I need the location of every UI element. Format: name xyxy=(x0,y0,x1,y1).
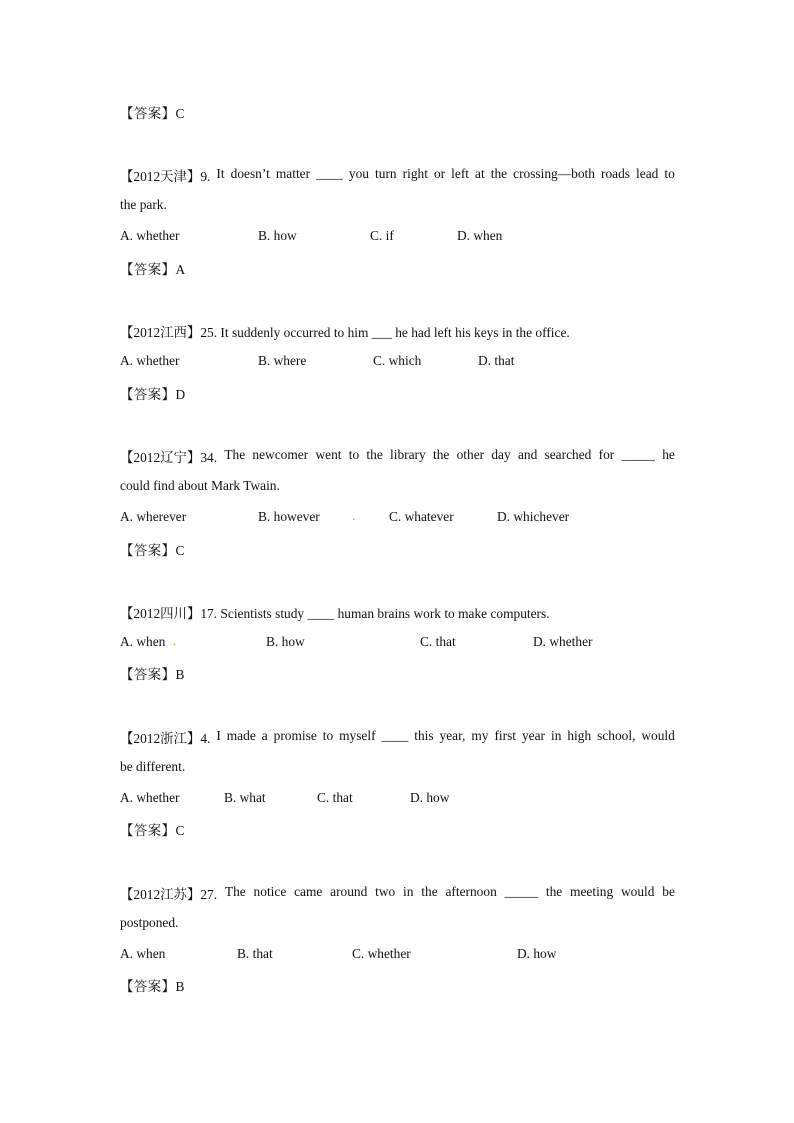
question-word: year xyxy=(521,728,546,743)
question-stem-line xyxy=(120,884,675,903)
question-stem-continuation: postponed. xyxy=(120,915,179,930)
question-stem-continuation: the park. xyxy=(120,197,167,212)
question-word: 【2012浙江】4. xyxy=(120,731,211,746)
question-word: 【2012辽宁】34. xyxy=(120,450,218,465)
question-word: to xyxy=(664,166,675,181)
question-word: I xyxy=(216,728,221,743)
question-word: The xyxy=(224,447,246,462)
question-word: lead xyxy=(636,166,659,181)
option-d: D. that xyxy=(478,353,515,368)
question-word: around xyxy=(330,884,368,899)
question-stem-line: 【2012江西】25. It suddenly occurred to him ___ he had left his keys in the office. xyxy=(120,325,570,340)
question-word: turn xyxy=(375,166,397,181)
question-word: It xyxy=(216,166,225,181)
question-word: came xyxy=(294,884,323,899)
question-word: the xyxy=(432,447,450,462)
question-word: or xyxy=(433,166,446,181)
option-c: C. that xyxy=(420,634,456,649)
question-word: notice xyxy=(253,884,287,899)
answer-label: 【答案】A xyxy=(120,262,186,277)
question-word: be xyxy=(662,884,675,899)
question-stem-line xyxy=(120,447,675,466)
question-word: The xyxy=(224,884,246,899)
question-word: matter xyxy=(275,166,311,181)
question-word: the xyxy=(490,166,508,181)
question-blank: _____ xyxy=(621,447,655,462)
option-d: D. whichever xyxy=(497,509,570,524)
option-b: B. what xyxy=(224,790,266,805)
option-a: A. when xyxy=(120,634,166,649)
question-word: day xyxy=(491,447,511,462)
question-word: in xyxy=(403,884,414,899)
answer-label: 【答案】D xyxy=(120,387,186,402)
question-stem-line xyxy=(120,728,675,747)
option-b: B. how xyxy=(258,228,297,243)
option-a: A. when xyxy=(120,946,166,961)
question-word: promise xyxy=(273,728,317,743)
question-blank: _____ xyxy=(504,884,539,899)
question-word: 【2012江苏】27. xyxy=(120,887,218,902)
question-word: meeting xyxy=(570,884,614,899)
question-word: school, xyxy=(597,728,636,743)
option-a: A. whether xyxy=(120,790,180,805)
option-b: B. however xyxy=(258,509,320,524)
option-c: C. whether xyxy=(352,946,411,961)
question-word: roads xyxy=(600,166,630,181)
option-c: C. if xyxy=(370,228,394,243)
question-word: myself xyxy=(339,728,376,743)
question-word: in xyxy=(550,728,562,743)
option-b: B. that xyxy=(237,946,273,961)
question-word: crossing—both xyxy=(513,166,595,181)
question-word: afternoon xyxy=(445,884,497,899)
question-word: the xyxy=(421,884,438,899)
answer-label: 【答案】C xyxy=(120,823,185,838)
option-b: B. where xyxy=(258,353,307,368)
option-d: D. when xyxy=(457,228,503,243)
option-a: A. whether xyxy=(120,228,180,243)
question-word: for xyxy=(598,447,615,462)
option-a: A. wherever xyxy=(120,509,187,524)
question-word: 【2012天津】9. xyxy=(120,169,211,184)
option-b: B. how xyxy=(266,634,305,649)
question-stem-line: 【2012四川】17. Scientists study ____ human brains work to make computers. xyxy=(120,606,550,621)
option-c: C. whatever xyxy=(389,509,454,524)
question-word: at xyxy=(475,166,485,181)
question-blank: ____ xyxy=(381,728,409,743)
option-d: D. whether xyxy=(533,634,593,649)
question-word: the xyxy=(366,447,383,462)
answer-label: 【答案】C xyxy=(120,106,185,121)
question-word: you xyxy=(348,166,369,181)
question-word: left xyxy=(451,166,469,181)
question-word: first xyxy=(494,728,517,743)
question-word: year, xyxy=(439,728,466,743)
stray-dot-mark: . xyxy=(352,508,356,523)
option-c: C. which xyxy=(373,353,422,368)
question-word: my xyxy=(471,728,489,743)
question-word: two xyxy=(375,884,396,899)
question-word: the xyxy=(545,884,563,899)
question-word: high xyxy=(567,728,592,743)
question-word: he xyxy=(662,447,675,462)
question-word: right xyxy=(402,166,428,181)
question-word: to xyxy=(348,447,360,462)
option-a: A. whether xyxy=(120,353,180,368)
question-word: went xyxy=(315,447,342,462)
question-word: a xyxy=(261,728,268,743)
answer-label: 【答案】C xyxy=(120,543,185,558)
question-word: newcomer xyxy=(252,447,309,462)
option-d: D. how xyxy=(410,790,450,805)
answer-label: 【答案】B xyxy=(120,667,185,682)
question-word: made xyxy=(226,728,256,743)
answer-label: 【答案】B xyxy=(120,979,185,994)
question-word: this xyxy=(414,728,434,743)
question-word: would xyxy=(641,728,675,743)
question-blank: ____ xyxy=(316,166,343,181)
stray-dot-mark: . xyxy=(173,633,177,648)
question-stem-line xyxy=(120,166,675,185)
question-word: other xyxy=(456,447,485,462)
option-d: D. how xyxy=(517,946,557,961)
question-word: library xyxy=(390,447,426,462)
question-stem-continuation: could find about Mark Twain. xyxy=(120,478,280,493)
question-word: searched xyxy=(544,447,592,462)
question-stem-continuation: be different. xyxy=(120,759,186,774)
question-word: doesn’t xyxy=(230,166,270,181)
question-word: to xyxy=(322,728,334,743)
question-word: would xyxy=(621,884,655,899)
option-c: C. that xyxy=(317,790,353,805)
question-word: and xyxy=(517,447,538,462)
